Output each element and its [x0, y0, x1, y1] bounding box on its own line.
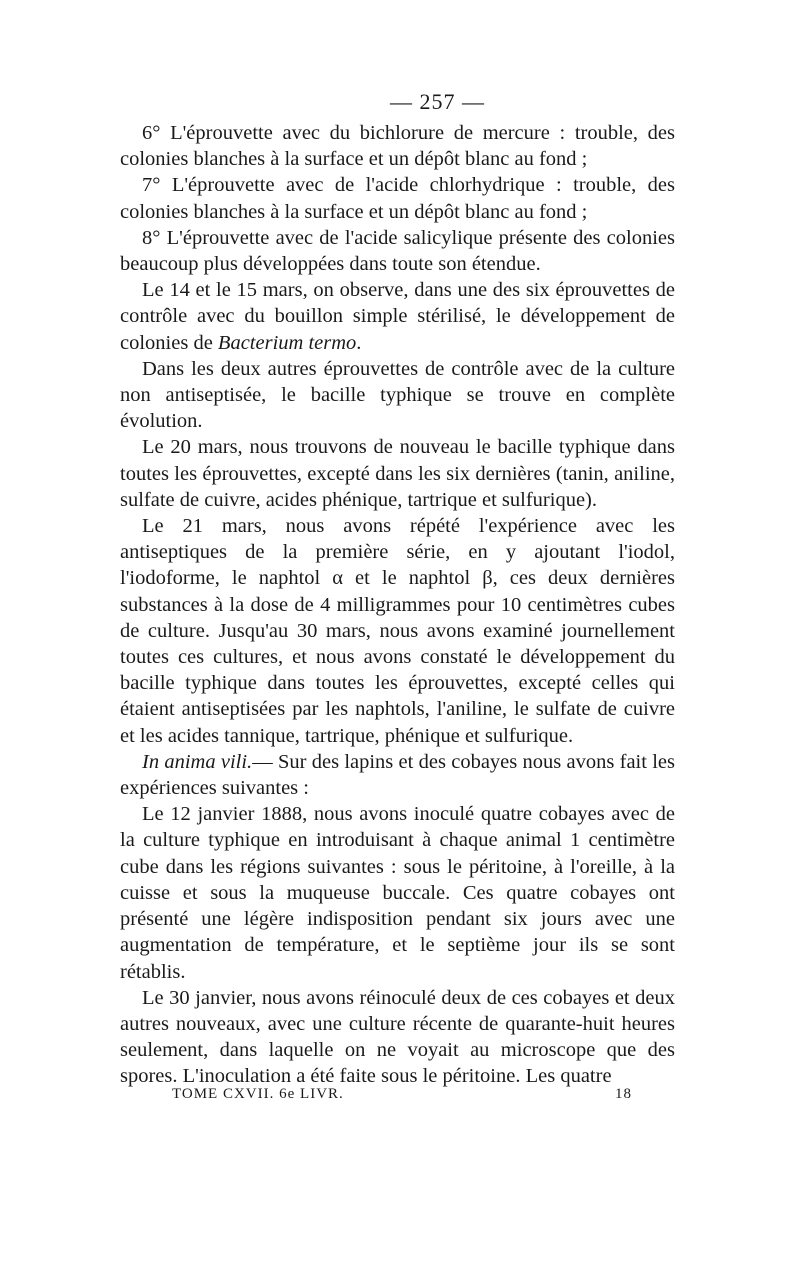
text-segment: — Sur des lapins et des cobayes nous avons fait les expériences suivantes : [120, 750, 675, 800]
paragraph-6: 6° L'éprouvette avec du bichlorure de mercure : trouble, des colonies blanches à la surface et un dépôt blanc au fond ; [120, 122, 675, 171]
paragraph-21-mars: Le 21 mars, nous avons répété l'expérience avec les antiseptiques de la première série, en y ajoutant l'iodol, l'iodoforme, le naphtol α et le naphtol β, ces deux dernières substances à la dose de 4 milligrammes pour 10 centimètres cubes de culture. Jusqu'au 30 mars, nous avons examiné journellement toutes ces cultures, et nous avons constaté le développement du bacille typhique dans toutes les éprouvettes, excepté celles qui étaient antiseptisées par les naphtols, l'aniline, le sulfate de cuivre et les acides tannique, tartrique, phénique et sulfurique. [120, 515, 675, 747]
page-number: — 257 — [390, 89, 485, 114]
italic-heading: In anima vili. [142, 750, 253, 773]
paragraph-30-janvier: Le 30 janvier, nous avons réinoculé deux de ces cobayes et deux autres nouveaux, avec une culture récente de quarante-huit heures seulement, dans laquelle on ne voyait au microscope que des spores. L'inoculation a été faite sous le péritoine. Les quatre [120, 986, 675, 1088]
page [120, 84, 675, 1090]
paragraph-20-mars: Le 20 mars, nous trouvons de nouveau le bacille typhique dans toutes les éprouvettes, excepté dans les six dernières (tanin, aniline, sulfate de cuivre, acides phénique, tartrique et sulfurique). [120, 436, 675, 511]
signature-mark: 18 [615, 1086, 632, 1102]
paragraph-8: 8° L'éprouvette avec de l'acide salicylique présente des colonies beaucoup plus développées dans toute son étendue. [120, 226, 675, 276]
paragraph-14-mars [120, 277, 675, 356]
paragraph-in-anima-vili [120, 749, 675, 801]
paragraph-controle: Dans les deux autres éprouvettes de contrôle avec de la culture non antiseptisée, le bacille typhique se trouve en complète évolution. [120, 357, 675, 433]
text-segment: . [356, 331, 362, 354]
page-footer [172, 1086, 632, 1103]
body-text [120, 120, 675, 1090]
text-segment: Le 14 et le 15 mars, on observe, dans une des six éprouvettes de contrôle avec du bouillon simple stérilisé, le développement de colonies de [120, 279, 675, 354]
paragraph-7: 7° L'éprouvette avec de l'acide chlorhydrique : trouble, des colonies blanches à la surface et un dépôt blanc au fond ; [120, 174, 675, 223]
italic-term: Bacterium termo [217, 331, 357, 354]
paragraph-12-janvier: Le 12 janvier 1888, nous avons inoculé quatre cobayes avec de la culture typhique en introduisant à chaque animal 1 centimètre cube dans les régions suivantes : sous le péritoine, à l'oreille, à la cuisse et sous la muqueuse buccale. Ces quatre cobayes ont présenté une légère indisposition pendant six jours avec une augmentation de température, et le septième jour ils se sont rétablis. [120, 803, 675, 983]
volume-label: TOME CXVII. 6e LIVR. [172, 1086, 344, 1102]
